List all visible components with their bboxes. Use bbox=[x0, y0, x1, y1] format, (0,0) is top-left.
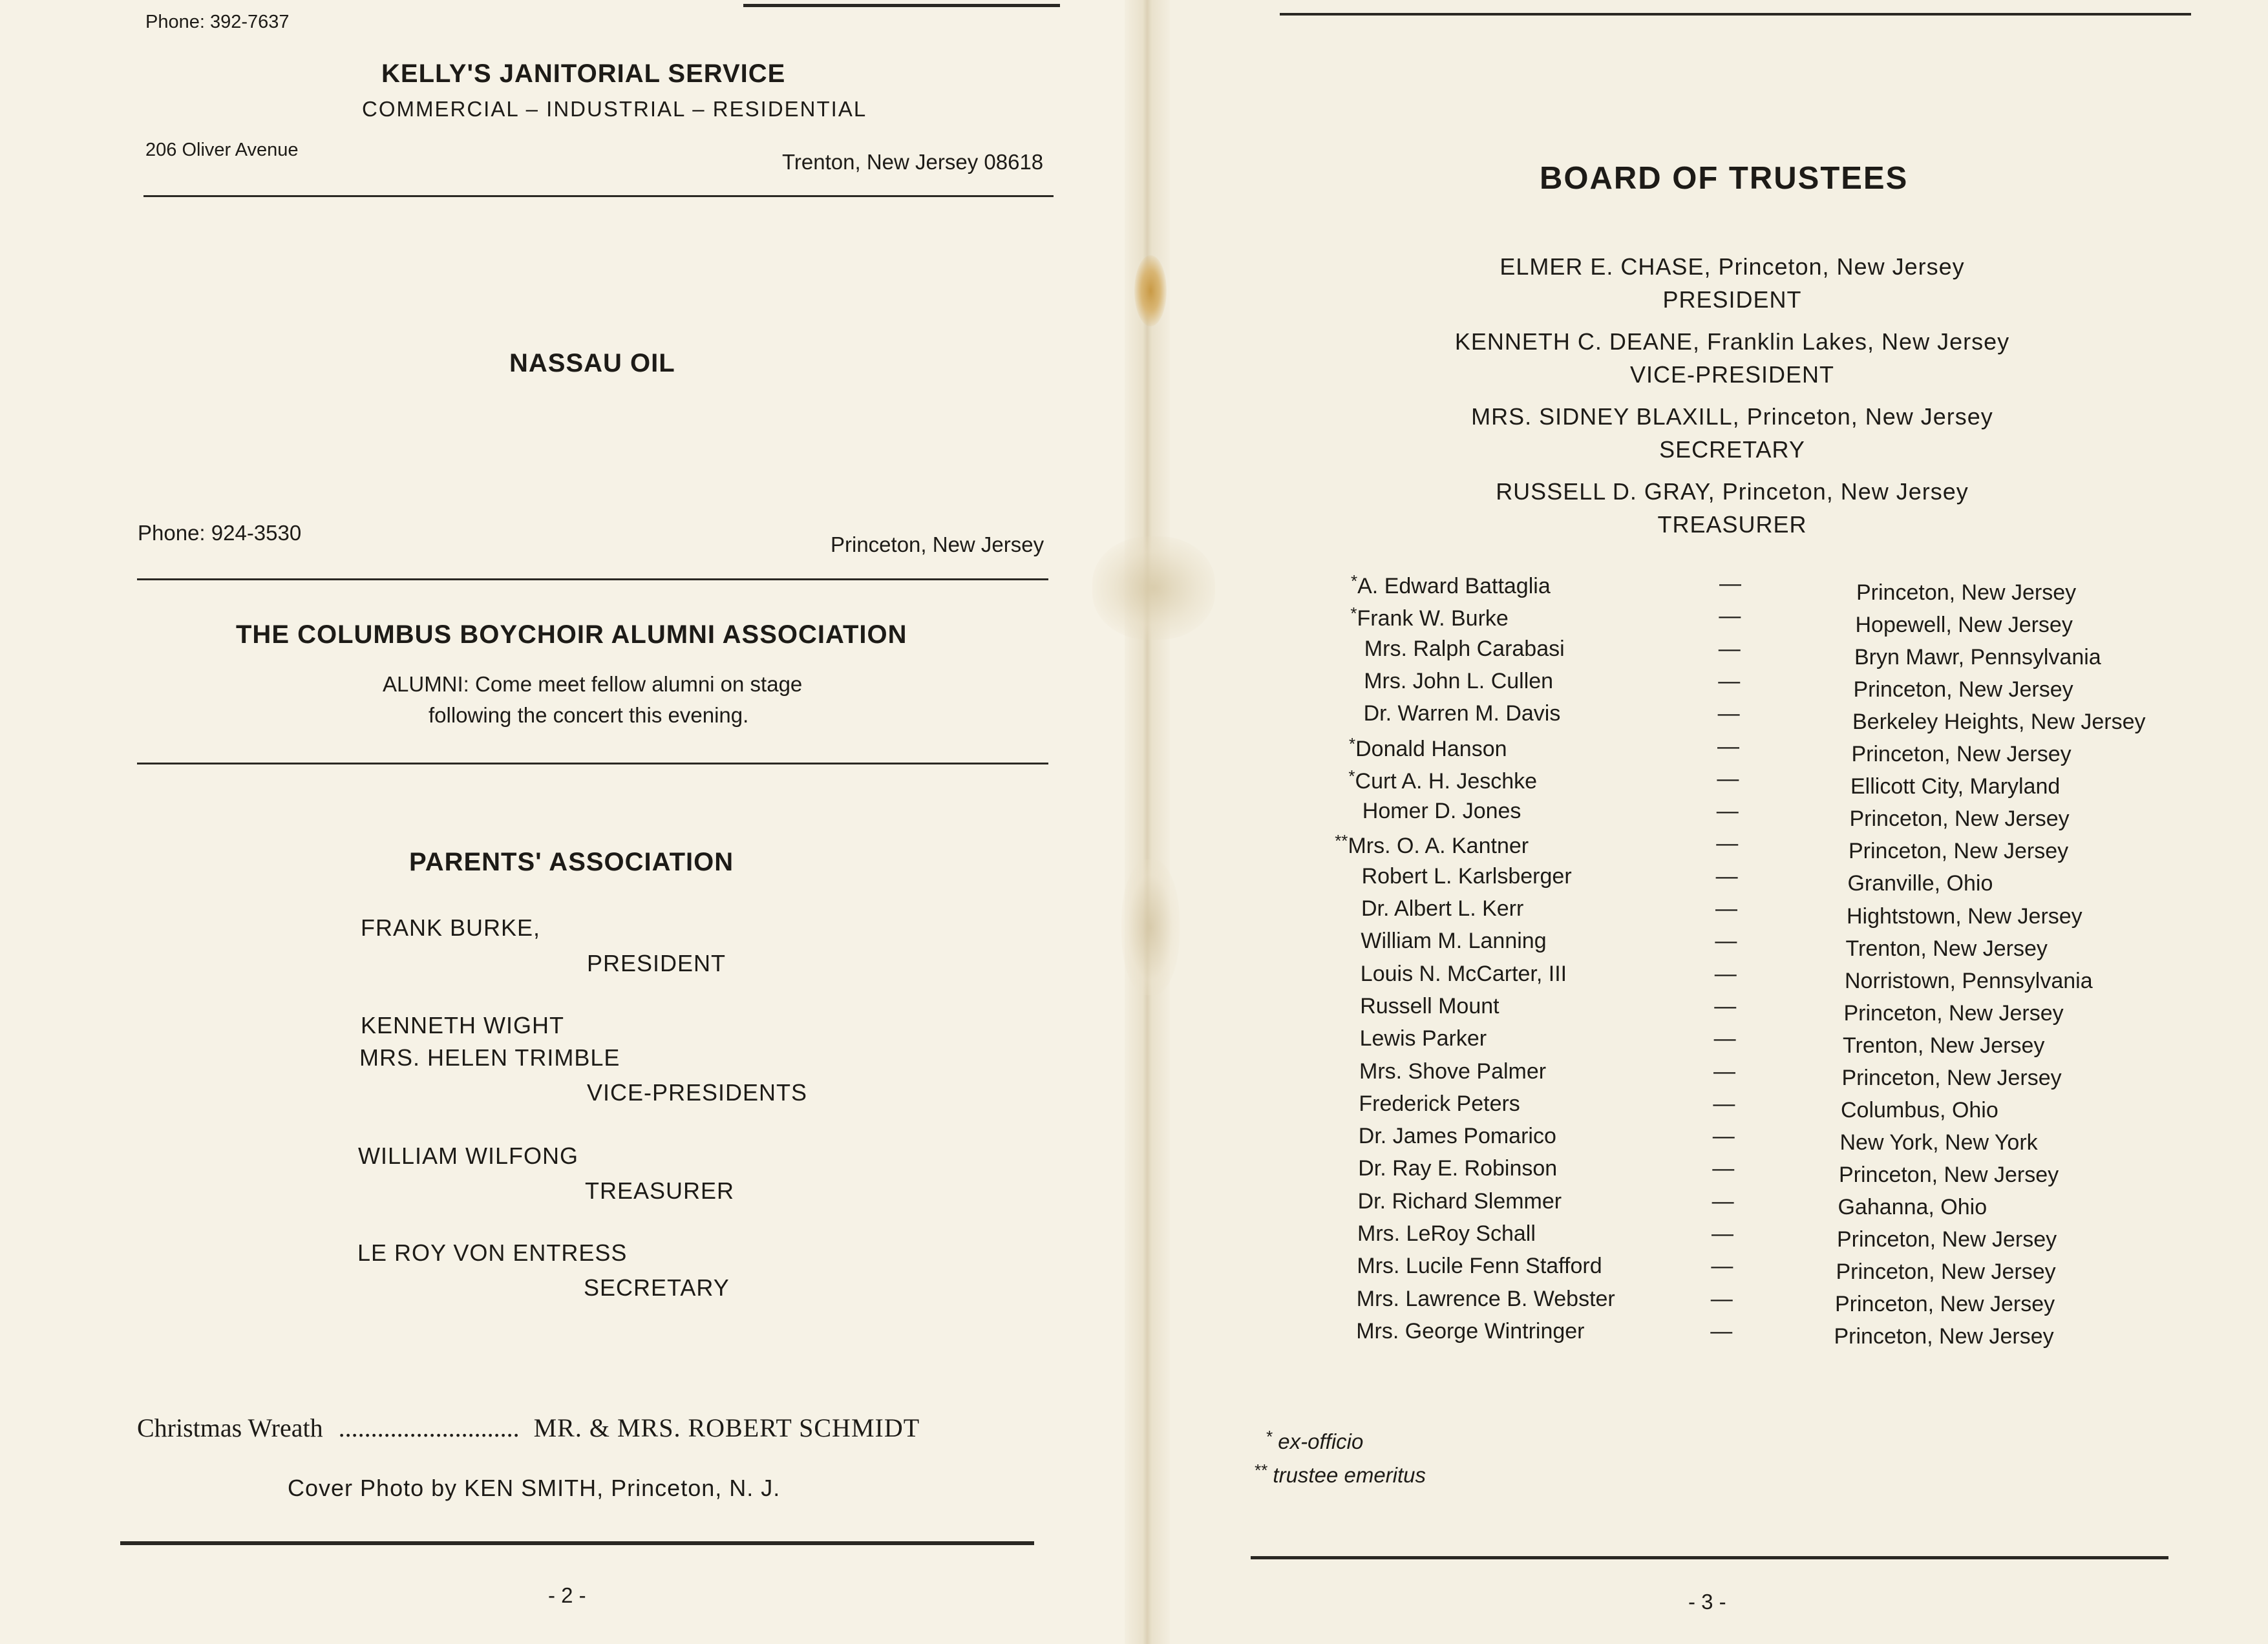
alumni-line2: following the concert this evening. bbox=[429, 703, 749, 727]
trustee-name-text: Curt A. H. Jeschke bbox=[1355, 768, 1538, 794]
trustee-name bbox=[1359, 1091, 1520, 1117]
trustee-name-text: Mrs. Ralph Carabasi bbox=[1364, 636, 1565, 661]
trustee-location: Princeton, New Jersey bbox=[1834, 1324, 2054, 1349]
stain-mark bbox=[1092, 536, 1215, 640]
trustee-dash: — bbox=[1718, 668, 1741, 693]
parents-treasurer-name: WILLIAM WILFONG bbox=[358, 1143, 579, 1169]
bottom-rule bbox=[1251, 1556, 2168, 1559]
trustee-name bbox=[1357, 1221, 1536, 1247]
trustee-name bbox=[1361, 962, 1567, 987]
trustee-dash: — bbox=[1711, 1254, 1733, 1279]
parents-president-role: PRESIDENT bbox=[587, 950, 726, 976]
trustee-row bbox=[1358, 1156, 2172, 1188]
divider bbox=[137, 763, 1048, 764]
trustee-location: Princeton, New Jersey bbox=[1843, 1000, 2064, 1026]
trustee-location: Ellicott City, Maryland bbox=[1850, 774, 2061, 799]
parents-secretary-name: LE ROY VON ENTRESS bbox=[357, 1239, 628, 1266]
trustee-location: Gahanna, Ohio bbox=[1838, 1194, 1987, 1219]
nassau-name: NASSAU OIL bbox=[509, 349, 675, 377]
trustee-name bbox=[1364, 701, 1561, 726]
footnote-emeritus bbox=[1254, 1460, 1426, 1488]
divider bbox=[137, 578, 1048, 580]
trustee-dash: — bbox=[1712, 1124, 1735, 1149]
trustee-name bbox=[1358, 1156, 1557, 1181]
trustee-name bbox=[1358, 1189, 1562, 1214]
trustee-dash: — bbox=[1713, 1026, 1736, 1051]
trustee-name-text: Robert L. Karlsberger bbox=[1361, 863, 1572, 889]
nassau-city: Princeton, New Jersey bbox=[831, 532, 1044, 556]
trustee-location: Princeton, New Jersey bbox=[1856, 580, 2077, 605]
trustee-name-text: Mrs. John L. Cullen bbox=[1364, 668, 1554, 693]
alumni-line1: ALUMNI: Come meet fellow alumni on stage bbox=[383, 672, 803, 696]
trustee-mark: * bbox=[1348, 766, 1355, 786]
trustee-location: Hightstown, New Jersey bbox=[1847, 903, 2083, 929]
board-title: BOARD OF TRUSTEES bbox=[1540, 161, 1909, 196]
trustee-row bbox=[1348, 766, 2177, 799]
trustee-location: Princeton, New Jersey bbox=[1848, 839, 2069, 864]
trustee-name-text: Mrs. LeRoy Schall bbox=[1357, 1221, 1536, 1246]
trustee-name bbox=[1357, 1287, 1615, 1312]
trustee-name bbox=[1350, 604, 1508, 631]
trustee-name bbox=[1360, 1026, 1487, 1051]
kelly-address: 206 Oliver Avenue bbox=[145, 140, 299, 160]
trustee-name bbox=[1361, 896, 1523, 922]
trustee-location: Princeton, New Jersey bbox=[1853, 677, 2073, 702]
trustee-row bbox=[1359, 1124, 2173, 1156]
trustee-location: New York, New York bbox=[1839, 1130, 2038, 1155]
trustee-name bbox=[1356, 1319, 1584, 1344]
kelly-name: KELLY'S JANITORIAL SERVICE bbox=[381, 59, 786, 88]
alumni-name: THE COLUMBUS BOYCHOIR ALUMNI ASSOCIATION bbox=[236, 620, 907, 649]
trustee-dash: — bbox=[1719, 604, 1741, 629]
trustee-location: Berkeley Heights, New Jersey bbox=[1852, 710, 2146, 735]
trustee-name bbox=[1359, 1124, 1556, 1149]
kelly-phone: Phone: 392-7637 bbox=[145, 12, 290, 32]
trustee-row bbox=[1360, 1026, 2174, 1059]
parents-president-name: FRANK BURKE, bbox=[361, 914, 541, 941]
trustee-name-text: Dr. Albert L. Kerr bbox=[1361, 896, 1524, 921]
trustee-name-text: Homer D. Jones bbox=[1362, 799, 1521, 824]
trustee-dash: — bbox=[1717, 766, 1739, 791]
trustee-name-text: Mrs. Lucile Fenn Stafford bbox=[1357, 1254, 1602, 1279]
trustee-dash: — bbox=[1713, 1091, 1735, 1116]
trustee-dash: — bbox=[1713, 1059, 1735, 1084]
officer-4-name: RUSSELL D. GRAY, Princeton, New Jersey bbox=[1496, 478, 1969, 505]
trustee-mark: * bbox=[1351, 571, 1358, 591]
footnote-text: trustee emeritus bbox=[1273, 1463, 1426, 1487]
trustee-name-text: Mrs. O. A. Kantner bbox=[1348, 834, 1529, 859]
trustee-name-text: Donald Hanson bbox=[1355, 736, 1507, 761]
trustee-name bbox=[1364, 637, 1565, 662]
trustee-name-text: Dr. Ray E. Robinson bbox=[1358, 1156, 1558, 1181]
trustee-row bbox=[1364, 701, 2178, 733]
trustee-location: Princeton, New Jersey bbox=[1836, 1259, 2056, 1285]
parents-secretary-role: SECRETARY bbox=[584, 1274, 730, 1301]
trustee-mark: ** bbox=[1335, 831, 1348, 851]
trustee-row bbox=[1364, 637, 2179, 669]
trustee-dash: — bbox=[1714, 961, 1737, 986]
wreath-donor: MR. & MRS. ROBERT SCHMIDT bbox=[533, 1413, 920, 1442]
stain-mark bbox=[1121, 859, 1180, 995]
footnote-mark: ** bbox=[1254, 1460, 1267, 1480]
trustee-row bbox=[1362, 799, 2177, 831]
trustee-dash: — bbox=[1710, 1318, 1733, 1344]
trustee-mark: * bbox=[1349, 733, 1356, 754]
officer-3-name: MRS. SIDNEY BLAXILL, Princeton, New Jersey bbox=[1471, 403, 1993, 430]
trustee-name bbox=[1364, 669, 1553, 694]
trustee-name bbox=[1335, 831, 1529, 859]
trustee-name bbox=[1351, 571, 1551, 599]
footnote-mark: * bbox=[1266, 1427, 1273, 1446]
trustee-name-text: Dr. James Pomarico bbox=[1358, 1124, 1556, 1149]
nassau-phone: Phone: 924-3530 bbox=[138, 521, 302, 545]
trustee-name-text: Russell Mount bbox=[1360, 993, 1500, 1018]
wreath-line bbox=[137, 1413, 920, 1443]
wreath-dots: ............................ bbox=[338, 1413, 520, 1442]
book-gutter bbox=[1125, 0, 1170, 1644]
top-rule bbox=[1280, 13, 2191, 16]
trustee-name-text: William M. Lanning bbox=[1361, 929, 1547, 954]
divider bbox=[143, 195, 1054, 197]
trustee-name-text: Dr. Richard Slemmer bbox=[1357, 1188, 1562, 1214]
trustee-dash: — bbox=[1714, 993, 1737, 1018]
trustee-row bbox=[1360, 994, 2174, 1026]
officer-2-role: VICE-PRESIDENT bbox=[1629, 361, 1835, 388]
trustee-location: Granville, Ohio bbox=[1847, 871, 1993, 896]
trustee-location: Norristown, Pennsylvania bbox=[1844, 968, 2093, 993]
trustee-row bbox=[1357, 1221, 2172, 1254]
trustee-name-text: Mrs. Lawrence B. Webster bbox=[1356, 1286, 1615, 1311]
parents-vp-role: VICE-PRESIDENTS bbox=[587, 1079, 808, 1106]
trustee-name bbox=[1349, 734, 1507, 762]
trustee-dash: — bbox=[1715, 863, 1738, 889]
kelly-city: Trenton, New Jersey 08618 bbox=[782, 150, 1044, 174]
officer-3-role: SECRETARY bbox=[1659, 436, 1805, 463]
trustee-name-text: A. Edward Battaglia bbox=[1357, 574, 1551, 598]
trustee-row bbox=[1361, 962, 2175, 994]
trustee-dash: — bbox=[1719, 571, 1741, 596]
trustee-name-text: Louis N. McCarter, III bbox=[1360, 961, 1567, 986]
trustee-row bbox=[1351, 571, 2179, 605]
trustee-name-text: Frederick Peters bbox=[1359, 1091, 1520, 1116]
trustee-location: Hopewell, New Jersey bbox=[1855, 613, 2073, 638]
trustee-dash: — bbox=[1718, 636, 1741, 661]
trustee-location: Bryn Mawr, Pennsylvania bbox=[1854, 645, 2101, 670]
parents-title: PARENTS' ASSOCIATION bbox=[409, 848, 734, 876]
trustee-dash: — bbox=[1712, 1156, 1735, 1181]
officer-2-name: KENNETH C. DEANE, Franklin Lakes, New Jersey bbox=[1454, 328, 2010, 355]
trustee-row bbox=[1335, 831, 2176, 864]
top-rule bbox=[743, 4, 1060, 7]
trustee-name bbox=[1360, 994, 1499, 1019]
trustee-dash: — bbox=[1716, 831, 1739, 856]
trustee-name-text: Dr. Warren M. Davis bbox=[1363, 701, 1561, 726]
page-number-right: - 3 - bbox=[1688, 1590, 1726, 1614]
trustee-location: Princeton, New Jersey bbox=[1849, 806, 2070, 832]
cover-photo-credit: Cover Photo by KEN SMITH, Princeton, N. J. bbox=[288, 1475, 781, 1501]
trustee-name-text: Frank W. Burke bbox=[1357, 606, 1509, 631]
bottom-rule bbox=[120, 1541, 1034, 1545]
trustee-row bbox=[1361, 929, 2175, 961]
trustee-dash: — bbox=[1715, 896, 1737, 921]
trustee-location: Princeton, New Jersey bbox=[1834, 1292, 2055, 1317]
trustee-location: Princeton, New Jersey bbox=[1837, 1227, 2057, 1252]
trustee-row bbox=[1350, 604, 2179, 638]
trustee-name bbox=[1362, 799, 1521, 824]
trustee-row bbox=[1349, 733, 2178, 767]
trustee-name bbox=[1361, 929, 1546, 954]
trustee-row bbox=[1362, 864, 2176, 896]
trustee-row bbox=[1358, 1189, 2172, 1221]
trustee-row bbox=[1357, 1287, 2171, 1319]
trustee-location: Princeton, New Jersey bbox=[1841, 1065, 2062, 1090]
trustee-dash: — bbox=[1717, 701, 1740, 726]
parents-vp-name-1: KENNETH WIGHT bbox=[361, 1012, 564, 1038]
trustee-name bbox=[1359, 1059, 1546, 1084]
footnote-ex-officio bbox=[1266, 1427, 1363, 1454]
trustee-location: Trenton, New Jersey bbox=[1845, 936, 2048, 961]
trustee-location: Trenton, New Jersey bbox=[1842, 1033, 2045, 1058]
page-number-left: - 2 - bbox=[548, 1583, 586, 1607]
trustee-row bbox=[1357, 1254, 2171, 1286]
trustee-row bbox=[1359, 1091, 2173, 1124]
trustee-name-text: Mrs. George Wintringer bbox=[1356, 1318, 1585, 1344]
kelly-services: COMMERCIAL – INDUSTRIAL – RESIDENTIAL bbox=[362, 97, 867, 121]
trustee-row bbox=[1364, 669, 2178, 701]
trustee-name bbox=[1348, 766, 1537, 794]
trustee-mark: * bbox=[1350, 604, 1357, 624]
trustee-location: Princeton, New Jersey bbox=[1851, 742, 2072, 767]
trustee-name-text: Lewis Parker bbox=[1359, 1026, 1487, 1051]
trustee-dash: — bbox=[1716, 799, 1739, 824]
trustee-row bbox=[1356, 1319, 2170, 1351]
stain-mark bbox=[1134, 255, 1167, 326]
trustee-name bbox=[1357, 1254, 1602, 1279]
trustee-dash: — bbox=[1712, 1188, 1734, 1214]
trustee-dash: — bbox=[1715, 929, 1737, 954]
officer-1-role: PRESIDENT bbox=[1662, 286, 1802, 313]
parents-treasurer-role: TREASURER bbox=[585, 1177, 735, 1204]
trustee-dash: — bbox=[1717, 733, 1739, 759]
wreath-label: Christmas Wreath bbox=[137, 1413, 323, 1442]
officer-4-role: TREASURER bbox=[1657, 511, 1807, 538]
trustee-dash: — bbox=[1712, 1221, 1733, 1246]
trustee-location: Princeton, New Jersey bbox=[1838, 1162, 2059, 1187]
trustee-name-text: Mrs. Shove Palmer bbox=[1359, 1059, 1547, 1084]
trustee-row bbox=[1361, 896, 2176, 929]
trustee-row bbox=[1359, 1059, 2174, 1091]
officer-1-name: ELMER E. CHASE, Princeton, New Jersey bbox=[1500, 253, 1965, 280]
trustee-name bbox=[1362, 864, 1572, 889]
parents-vp-name-2: MRS. HELEN TRIMBLE bbox=[359, 1044, 620, 1071]
footnote-text: ex-officio bbox=[1278, 1429, 1364, 1453]
trustee-location: Columbus, Ohio bbox=[1840, 1097, 1998, 1122]
trustee-dash: — bbox=[1710, 1286, 1733, 1311]
